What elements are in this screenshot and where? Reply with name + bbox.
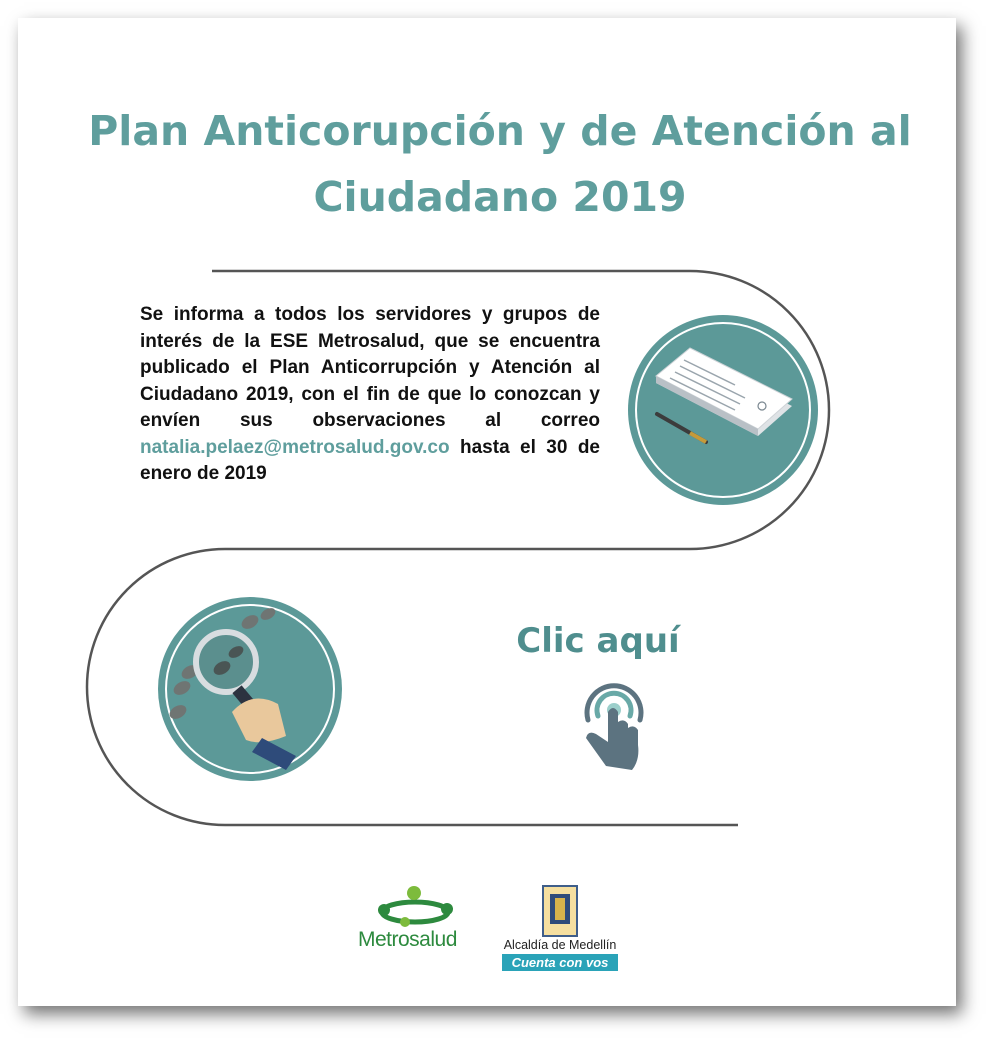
alcaldia-logo	[500, 884, 620, 974]
touch-click-icon[interactable]	[586, 686, 641, 770]
magnifier-footprints-icon	[158, 597, 342, 781]
notice-text: Se informa a todos los servidores y grupos de interés de la ESE Metrosalud, que se encuentra publicado el Plan Anticorrupción y Atención al Ciudadano 2019, con el fin de que lo conozcan y envíen sus observaciones al correo	[140, 304, 600, 431]
title-line-1: Plan Anticorupción y de Atención al	[88, 107, 912, 155]
cuenta-con-vos-badge: Cuenta con vos	[502, 954, 618, 971]
contact-email-link[interactable]: natalia.pelaez@metrosalud.gov.co	[140, 436, 450, 458]
notice-deadline: hasta el 30 de enero de 2019	[140, 436, 600, 484]
alcaldia-name: Alcaldía de Medellín	[503, 938, 617, 952]
document-pen-icon	[628, 315, 818, 505]
title-line-2: Ciudadano 2019	[313, 173, 687, 221]
notice-paragraph	[140, 302, 600, 488]
metrosalud-wordmark: Metrosalud	[358, 928, 457, 951]
click-here-link[interactable]: Clic aquí	[516, 621, 680, 661]
metrosalud-logo	[358, 884, 488, 954]
